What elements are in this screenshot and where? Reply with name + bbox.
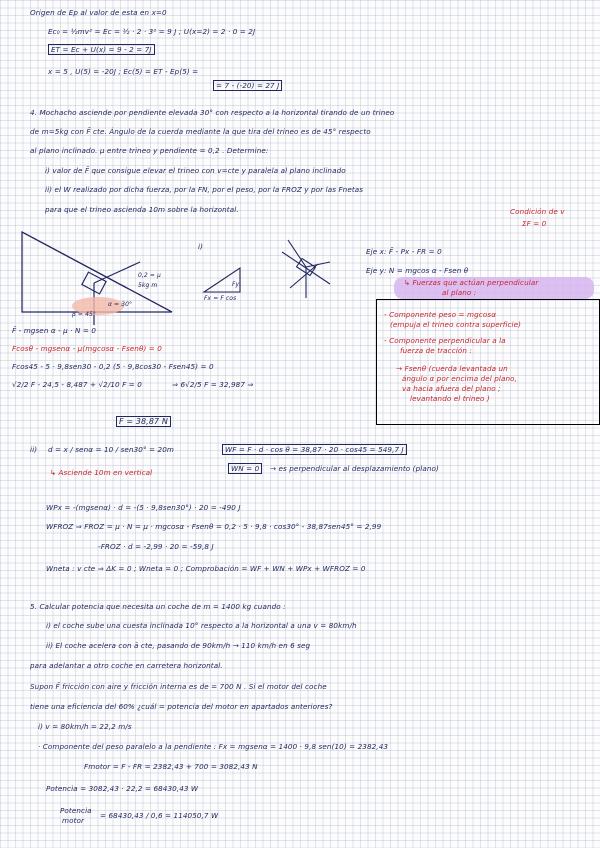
problem-5-line-3: ii) El coche acelera con ā cte, pasando de 90km/h → 110 km/h en 6 seg <box>46 641 311 650</box>
angle-45-label: β = 45° <box>72 311 97 318</box>
solution-line-2: · Componente del peso paralelo a la pendiente : Fx = mgsenα = 1400 · 9,8 sen(10) = 2382,43 <box>38 742 389 751</box>
position-five-line: x = 5 , U(5) = -20J ; Ec(5) = ET - Ep(5) = <box>48 67 199 76</box>
kinetic-result-box: = 7 - (-20) = 27 J <box>213 80 282 91</box>
problem-4-line-6: para que el trineo ascienda 10m sobre la horizontal. <box>45 205 239 214</box>
perpendicular-forces-2: al plano : <box>442 288 477 297</box>
perpendicular-forces-1: ↳ Fuerzas que actúan perpendicular <box>404 278 539 287</box>
part-ii-label: ii) <box>30 445 38 454</box>
box-line-2: (empuja el trineo contra superficie) <box>390 320 522 329</box>
angle-30-label: α = 30° <box>108 301 133 308</box>
problem-4-line-3: al plano inclinado. μ entre trineo y pendiente = 0,2 . Determine: <box>30 146 269 155</box>
work-force-box: WF = F · d · cos θ = 38,87 · 20 · cos45 = 549,7 J <box>222 444 407 455</box>
problem-5-line-1: 5. Calcular potencia que necesita un coche de m = 1400 kg cuando : <box>30 602 286 611</box>
work-weight: WPx = -(mgsenα) · d = -(5 · 9,8sen30°) · 20 = -490 J <box>46 503 241 512</box>
problem-4-line-2: de m=5kg con F̄ cte. Ángulo de la cuerda mediante la que tira del trineo es de 45° respecto <box>30 127 371 136</box>
box-line-4: fuerza de tracción : <box>400 346 472 355</box>
small-triangle-fx: Fx = F cos <box>204 295 237 302</box>
problem-5-line-5: Supon F̄ fricción con aire y fricción interna es de = 700 N . Si el motor del coche <box>30 682 327 691</box>
ascends-note: ↳ Asciende 10m en vertical <box>50 468 153 477</box>
box-line-6: ángulo α por encima del plano, <box>402 374 518 383</box>
solution-line-5a: Potencia <box>60 806 92 815</box>
equation-3: Fcos45 - 5 · 9,8sen30 - 0,2 (5 · 9,8cos30 - Fsen45) = 0 <box>12 362 214 371</box>
force-result-box: F = 38,87 N <box>116 416 171 427</box>
equation-1: F̄ - mgsen α - μ · N = 0 <box>12 326 97 335</box>
equation-4a: √2/2 F - 24,5 - 8,487 + √2/10 F = 0 <box>12 380 142 389</box>
work-normal-note: → es perpendicular al desplazamiento (plano) <box>270 464 439 473</box>
work-friction-1: WFROZ ⇒ FROZ = μ · N = μ · mgcosα - Fsenθ = 0,2 · 5 · 9,8 · cos30° - 38,87sen45° = 2,99 <box>46 522 382 531</box>
solution-line-1: i) v = 80km/h = 22,2 m/s <box>38 722 132 731</box>
work-force <box>222 445 407 454</box>
problem-5-line-2: i) el coche sube una cuesta inclinada 10° respecto a la horizontal a una v = 80km/h <box>46 621 357 630</box>
work-normal <box>228 464 262 473</box>
problem-4-line-4: i) valor de F̄ que consigue elevar el trineo con v=cte y paralela al plano inclinado <box>45 166 346 175</box>
origin-note: Origen de Ep al valor de esta en x=0 <box>30 8 167 17</box>
solution-line-5c: = 68430,43 / 0,6 = 114050,7 W <box>100 811 219 820</box>
part-i-label: i) <box>198 242 204 251</box>
box-line-7: va hacia afuera del plano ; <box>402 384 501 393</box>
solution-line-3: Fmotor = F - FR = 2382,43 + 700 = 3082,43 N <box>84 762 258 771</box>
mu-label: 0,2 = μ <box>138 272 161 279</box>
equation-4b: ⇒ 6√2/5 F = 32,987 ⇒ <box>172 380 254 389</box>
solution-line-4: Potencia = 3082,43 · 22,2 = 68430,43 W <box>46 784 199 793</box>
problem-5-line-4: para adelantar a otro coche en carretera horizontal. <box>30 661 223 670</box>
force-result <box>116 417 171 426</box>
work-friction-2: -FROZ · d = -2,99 · 20 = -59,8 J <box>98 542 214 551</box>
box-line-5: → Fsenθ (cuerda levantada un <box>396 364 508 373</box>
work-normal-box: WN = 0 <box>228 463 262 474</box>
condition-label: Condición de v <box>510 207 565 216</box>
axis-x-equation: Eje x: F̄ - Px - FR = 0 <box>366 247 442 256</box>
small-triangle-fy: Fy <box>232 281 240 288</box>
box-line-8: levantando el trineo ) <box>410 394 490 403</box>
condition-sum: ΣF = 0 <box>522 219 547 228</box>
mass-label: 5kg m <box>138 282 158 289</box>
equation-2: Fcosθ - mgsenα - μ(mgcosα - Fsenθ) = 0 <box>12 344 162 353</box>
box-line-1: - Componente peso = mgcosα <box>384 310 497 319</box>
work-net: Wneta : v cte ⇒ ΔK = 0 ; Wneta = 0 ; Comprobación = WF + WN + WPx + WFROZ = 0 <box>46 564 366 573</box>
solution-line-5b: motor <box>62 816 85 825</box>
box-line-3: - Componente perpendicular a la <box>384 336 506 345</box>
problem-4-line-5: ii) el W realizado por dicha fuerza, por la FN, por el peso, por la FROZ y por las Fnetas <box>45 185 364 194</box>
axis-y-equation: Eje y: N = mgcos α - Fsen θ <box>366 266 469 275</box>
problem-5-line-6: tiene una eficiencia del 60% ¿cuál = potencia del motor en apartados anteriores? <box>30 702 333 711</box>
total-energy-box: ET = Ec + U(x) = 9 - 2 = 7J <box>48 44 155 55</box>
problem-4-line-1: 4. Mochacho asciende por pendiente elevada 30° con respecto a la horizontal tirando de un trineo <box>30 108 395 117</box>
distance-equation: d = x / senα = 10 / sen30° = 20m <box>48 445 174 454</box>
kinetic-energy-line: Ec₀ = ½mv² = Ec = ½ · 2 · 3² = 9 J ; U(x=2) = 2 · 0 = 2J <box>48 27 256 36</box>
